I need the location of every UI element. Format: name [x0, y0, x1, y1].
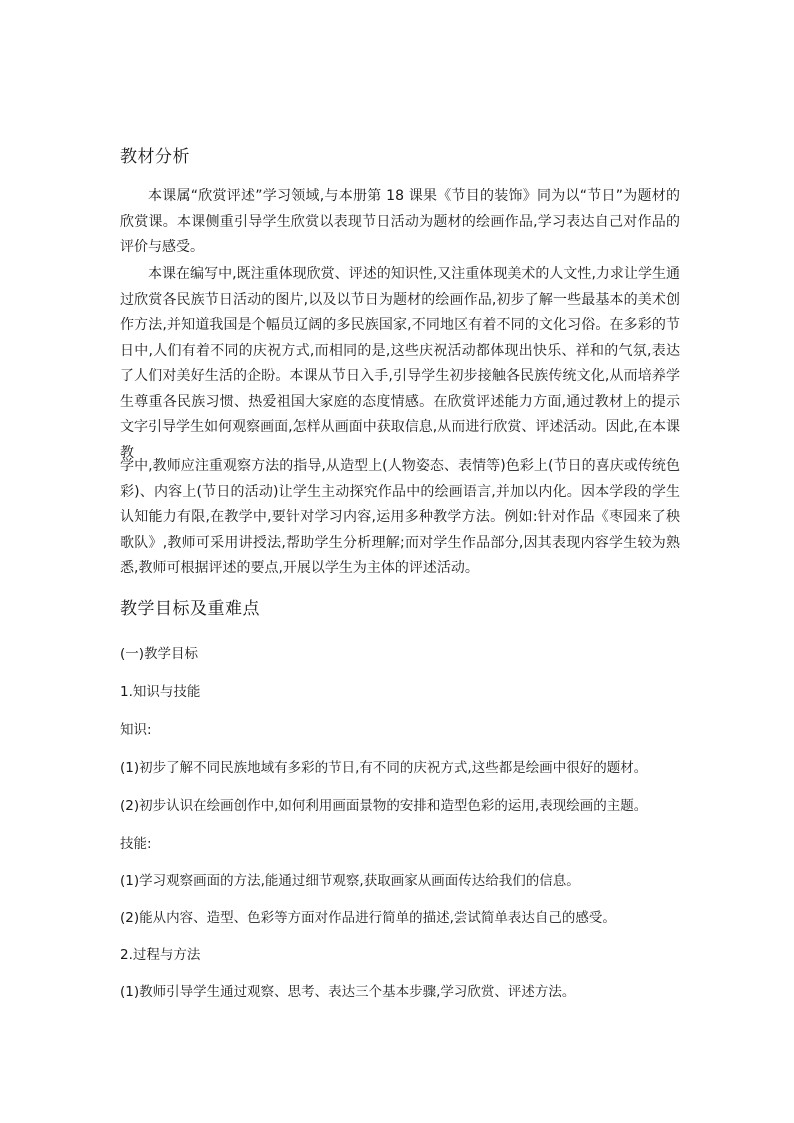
goal-line: 1.知识与技能 [120, 684, 201, 700]
goal-line: (2)初步认识在绘画创作中,如何利用画面景物的安排和造型色彩的运用,表现绘画的主题。 [120, 798, 648, 814]
paragraph-writing-intent: 本课在编写中,既注重体现欣赏、评述的知识性,又注重体现美术的人文性,力求让学生通过欣赏各民族节日活动的图片,以及以节日为题材的绘画作品,初步了解一些最基本的美术创作方法,并知道我国是个幅员辽阔的多民族国家,不同地区有着不同的文化习俗。在多彩的节日中,人们有着不同的庆祝方式,而相同的是,这些庆祝活动都体现出快乐、祥和的气氛,表达了人们对美好生活的企盼。本课从节日入手,引导学生初步接触各民族传统文化,从而培养学生尊重各民族习惯、热爱祖国大家庭的态度情感。在欣赏评述能力方面,通过教材上的提示文字引导学生如何观察画面,怎样从画面中获取信息,从而进行欣赏、评述活动。因此,在本课教 [120, 266, 680, 461]
goal-line: (2)能从内容、造型、色彩等方面对作品进行简单的描述,尝试简单表达自己的感受。 [120, 910, 616, 926]
goal-line: (1)教师引导学生通过观察、思考、表达三个基本步骤,学习欣赏、评述方法。 [120, 984, 576, 1000]
paragraph-teaching-methods: 学中,教师应注重观察方法的指导,从造型上(人物姿态、表情等)色彩上(节日的喜庆或传统色彩)、内容上(节日的活动)让学生主动探究作品中的绘画语言,并加以内化。因本学段的学生认知能力有限,在教学中,要针对学习内容,运用多种教学方法。例如:针对作品《枣园来了秧歌队》,教师可采用讲授法,帮助学生分析理解;而对学生作品部分,因其表现内容学生较为熟悉,教师可根据评述的要点,开展以学生为主体的评述活动。 [120, 458, 680, 576]
goal-line: (一)教学目标 [120, 646, 199, 662]
paragraph-lesson-overview: 本课属“欣赏评述”学习领域,与本册第 18 课果《节目的装饰》同为以“节日”为题材的欣赏课。本课侧重引导学生欣赏以表现节日活动为题材的绘画作品,学习表达自己对作品的评价与感受。 [120, 188, 680, 255]
goal-line: (1)初步了解不同民族地域有多彩的节日,有不同的庆祝方式,这些都是绘画中很好的题材。 [120, 760, 648, 776]
heading-teaching-goals: 教学目标及重难点 [120, 599, 260, 619]
heading-textbook-analysis: 教材分析 [120, 147, 190, 167]
goal-line: 技能: [120, 836, 152, 852]
goal-line: 2.过程与方法 [120, 947, 201, 963]
goal-line: (1)学习观察画面的方法,能通过细节观察,获取画家从画面传达给我们的信息。 [120, 873, 580, 889]
goal-line: 知识: [120, 722, 152, 738]
